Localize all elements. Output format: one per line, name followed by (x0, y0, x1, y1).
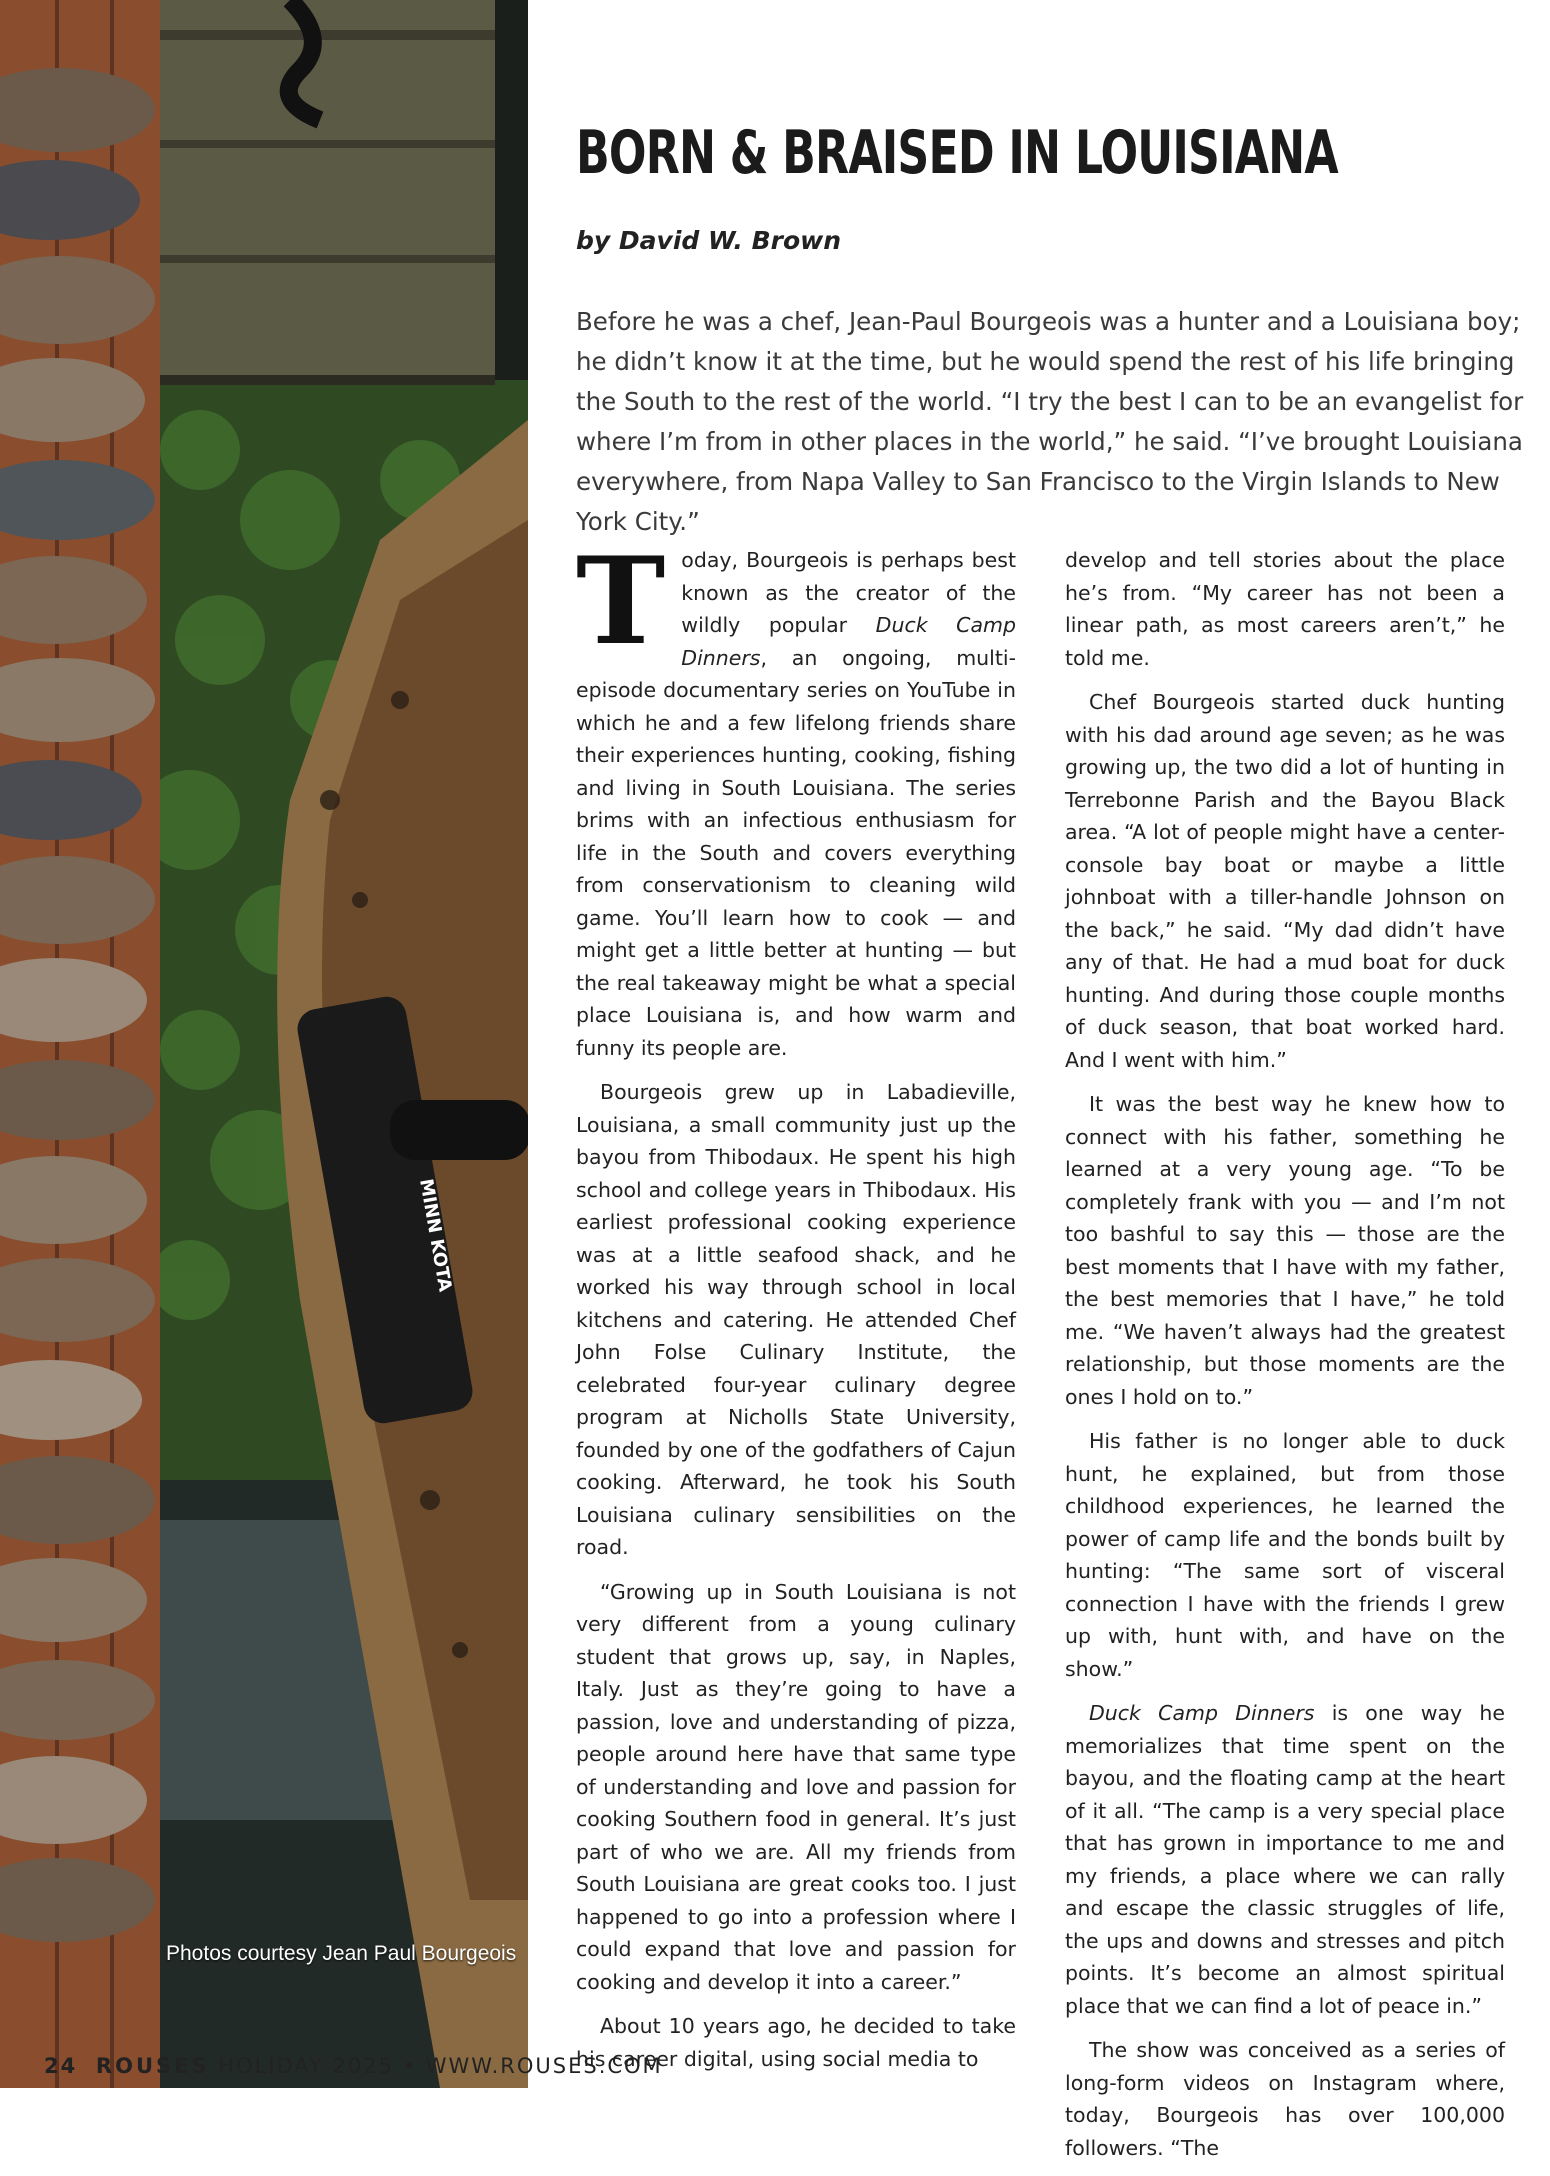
page-footer (44, 2054, 663, 2078)
paragraph-text: , an ongoing, multi-episode documentary series on YouTube in which he and a few lifelong friends share their experiences hunting, cooking, fishing and living in South Louisiana. The series brims with an infectious enthusiasm for life in the South and covers everything from conservationism to cleaning wild game. You’ll learn how to cook — and might get a little better at hunting — but the real takeaway might be what a special place Louisiana is, and how warm and funny its people are. (576, 645, 1016, 1060)
paragraph (1065, 1697, 1505, 2022)
page-number: 24 (44, 2054, 78, 2078)
body-column-right (1065, 544, 1505, 2176)
paragraph (576, 531, 1017, 1064)
brand-name: ROUSES (95, 2054, 210, 2078)
issue-info: HOLIDAY 2025 • WWW.ROUSES.COM (218, 2054, 663, 2078)
show-title: Duck Camp Dinners (1089, 1701, 1315, 1725)
article-photo (0, 0, 528, 2088)
paragraph: develop and tell stories about the place he’s from. “My career has not been a linear path, as most careers aren’t,” he told me. (1065, 548, 1505, 670)
paragraph: Chef Bourgeois started duck hunting with his dad around age seven; as he was growing up, the two did a lot of hunting in Terrebonne Parish and the Bayou Black area. “A lot of people might have a center-console bay boat or maybe a little johnboat with a tiller-handle Johnson on the back,” he said. “My dad didn’t have any of that. He had a mud boat for duck hunting. And during those couple months of duck season, that boat worked hard. And I went with him.” (1065, 690, 1505, 1072)
show-title: Duck Camp Dinners (681, 613, 1017, 670)
paragraph: The show was conceived as a series of long-form videos on Instagram where, today, Bourgeois has over 100,000 followers. “The (1065, 2038, 1505, 2160)
motor-label: MINN KOTA (415, 1177, 456, 1294)
photo-caption: Photos courtesy Jean Paul Bourgeois (166, 1942, 517, 1965)
intro-paragraph: Before he was a chef, Jean-Paul Bourgeois was a hunter and a Louisiana boy; he didn’t know it at the time, but he would spend the rest of his life bringing the South to the rest of the world. “I try the best I can to be an evangelist for where I’m from in other places in the world,” he said. “I’ve brought Louisiana everywhere, from Napa Valley to San Francisco to the Virgin Islands to New York City.” (576, 307, 1524, 536)
paragraph: His father is no longer able to duck hunt, he explained, but from those childhood experiences, he learned the power of camp life and the bonds built by hunting: “The same sort of visceral connection I have with the friends I grew up with, hunt with, and have on the show.” (1065, 1429, 1505, 1681)
article-title: BORN & BRAISED IN LOUISIANA (576, 118, 1338, 188)
paragraph: It was the best way he knew how to connect with his father, something he learned at a very young age. “To be completely frank with you — and I’m not too bashful to say this — those are the best moments that I have with my father, the best memories that I have,” he told me. “We haven’t always had the greatest relationship, but those moments are the ones I hold on to.” (1065, 1092, 1505, 1409)
paragraph-text: is one way he memorializes that time spent on the bayou, and the floating camp at the heart of it all. “The camp is a very special place that has grown in importance to me and my friends, a place where we can rally and escape the classic struggles of life, the ups and downs and stresses and pitch points. It’s become an almost spiritual place that we can find a lot of peace in.” (1065, 1701, 1506, 2018)
paragraph: About 10 years ago, he decided to take his career digital, using social media to (576, 2014, 1016, 2071)
paragraph: Bourgeois grew up in Labadieville, Louisiana, a small community just up the bayou from Thibodaux. He spent his high school and college years in Thibodaux. His earliest professional cooking experience was at a little seafood shack, and he worked his way through school in local kitchens and catering. He attended Chef John Folse Culinary Institute, the celebrated four-year culinary degree program at Nicholls State University, founded by one of the godfathers of Cajun cooking. Afterward, he took his South Louisiana culinary sensibilities on the road. (576, 1080, 1016, 1559)
body-column-left (576, 531, 1017, 2087)
paragraph: “Growing up in South Louisiana is not very different from a young culinary student that grows up, say, in Naples, Italy. Just as they’re going to have a passion, love and understanding of pizza, people around here have that same type of understanding and love and passion for cooking Southern food in general. It’s just part of who we are. All my friends from South Louisiana are great cooks too. I just happened to go into a profession where I could expand that love and passion for cooking and develop it into a career.” (576, 1579, 1016, 1994)
drop-cap: T (576, 531, 666, 672)
byline: by David W. Brown (576, 226, 842, 255)
paragraph-text: oday, Bourgeois is perhaps best known as the creator of the wildly popular (681, 548, 1016, 637)
photo-illustration (0, 0, 528, 2088)
